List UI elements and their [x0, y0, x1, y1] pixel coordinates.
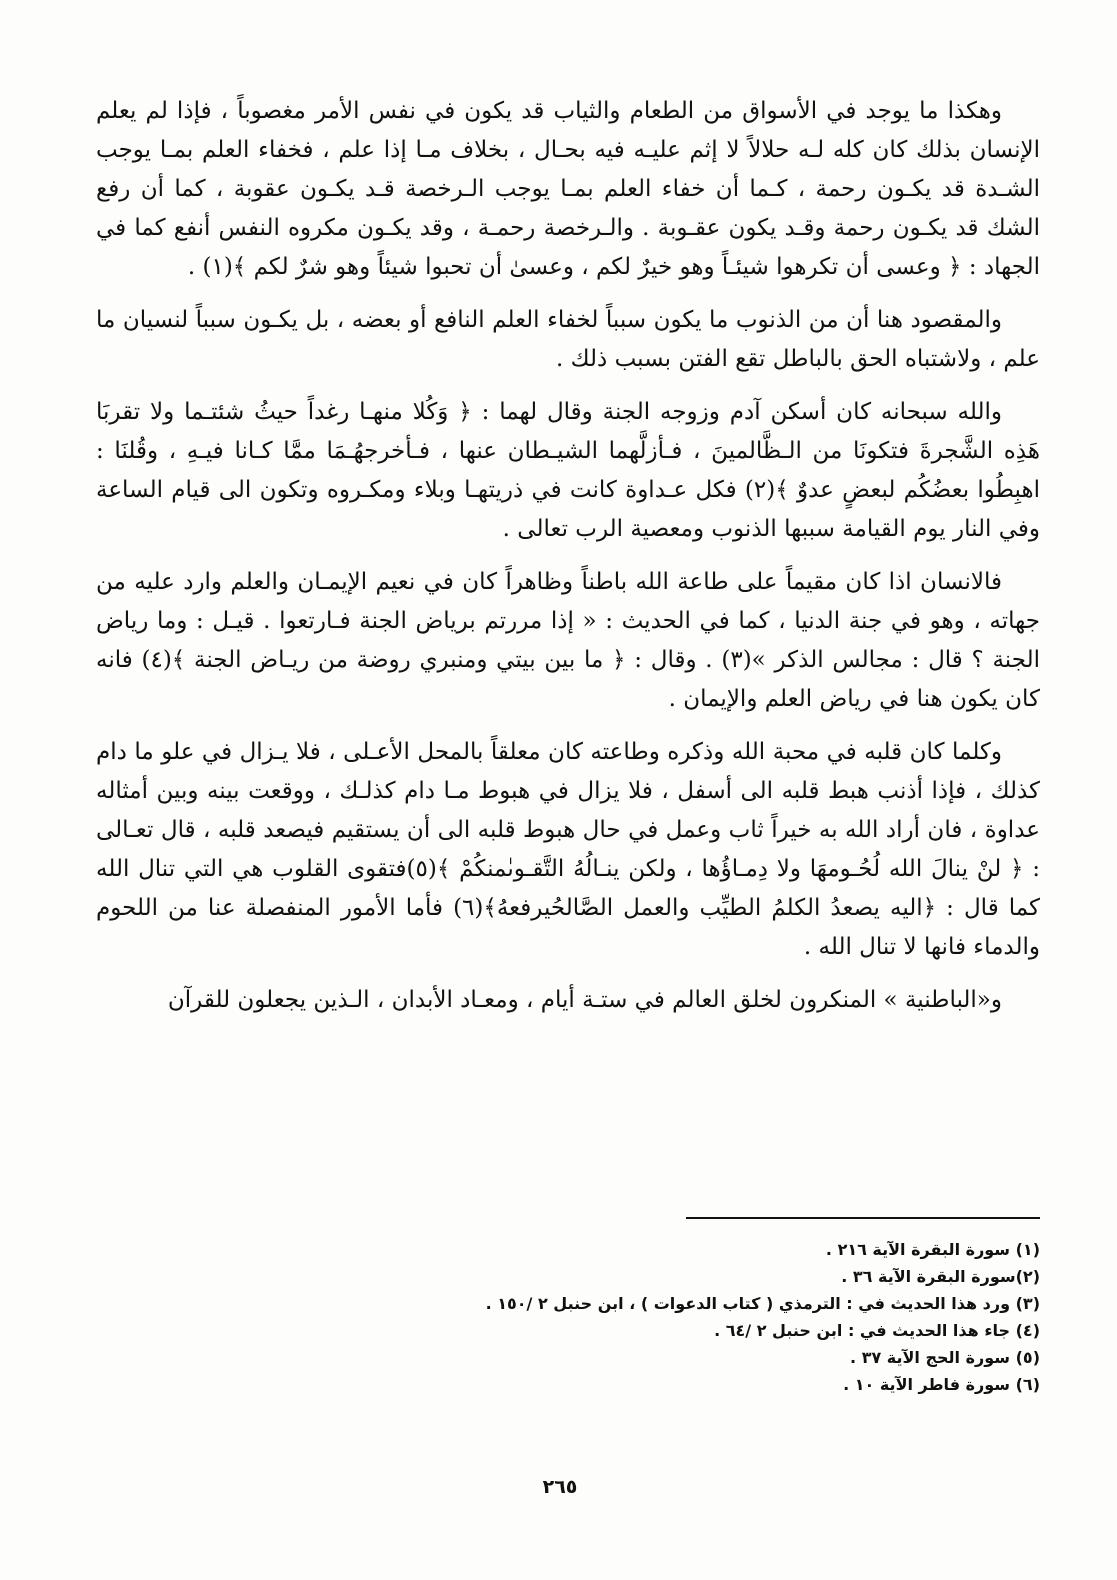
paragraph-2: والمقصود هنا أن من الذنوب ما يكون سبباً لخفاء العلم النافع أو بعضه ، بل يكـون سبباً لنسيان ما علم ، ولاشتباه الحق بالباطل تقع الفتن بسبب ذلك . — [96, 307, 1040, 372]
footnote-1: (١) سورة البقرة الآية ٢١٦ . — [825, 1240, 1040, 1259]
paragraph-3: والله سبحانه كان أسكن آدم وزوجه الجنة وقال لهما : ﴿ وَكُلا منهـا رغداً حيثُ شئتـما ولا تقربَا هَذِه الشَّجرةَ فتكونَا من الـظَّالمينَ ، فـأزلَّهما الشيـطان عنها ، فـأخرجهُـمَا ممَّا كـانا فيـهِ ، وقُلنَا : اهبِطُوا بعضُكُم لبعضٍ عدوٌ ﴾(٢) فكل عـداوة كانت في ذريتهـا وبلاء ومكـروه وتكون الى قيام الساعة وفي النار يوم القيامة سببها الذنوب ومعصية الرب تعالى . — [96, 399, 1040, 542]
footnote-5: (٥) سورة الحج الآية ٣٧ . — [850, 1348, 1040, 1367]
footnote-divider — [686, 1217, 1040, 1219]
footnote-2: (٢)سورة البقرة الآية ٣٦ . — [841, 1267, 1040, 1286]
footnote-4: (٤) جاء هذا الحديث في : ابن حنبل ٢ /٦٤ . — [714, 1321, 1040, 1340]
paragraph-1: وهكذا ما يوجد في الأسواق من الطعام والثياب قد يكون في نفس الأمر مغصوباً ، فإذا لم يعلم الإنسان بذلك كان كله لـه حلالاً لا إثم عليـه فيه بحـال ، بخلاف مـا إذا علم ، فخفاء العلم بمـا يوجب الشـدة قد يكـون رحمة ، كـما أن خفاء العلم بمـا يوجب الـرخصة قـد يكـون عقوبة ، كما أن رفع الشك قد يكـون رحمة وقـد يكون عقـوبة . والـرخصة رحمـة ، وقد يكـون مكروه النفس أنفع كما في الجهاد : ﴿ وعسى أن تكرهوا شيئـاً وهو خيرٌ لكم ، وعسىٰ أن تحبوا شيئاً وهو شرٌ لكم ﴾(١) . — [96, 98, 1040, 280]
paragraph-5: وكلما كان قلبه في محبة الله وذكره وطاعته كان معلقاً بالمحل الأعـلى ، فلا يـزال في علو ما دام كذلك ، فإذا أذنب هبط قلبه الى أسفل ، فلا يزال في هبوط مـا دام كذلـك ، ووقعت بينه وبين أمثاله عداوة ، فان أراد الله به خيراً ثاب وعمل في حال هبوط قلبه الى أن يستقيم فيصعد قلبه ، قال تعـالى : ﴿ لنْ ينالَ الله لُحُـومهَا ولا دِمـاؤُها ، ولكن ينـالُهُ التَّقـوىٰمنكُمْ ﴾(٥)فتقوى القلوب هي التي تنال الله كما قال : ﴿اليه يصعدُ الكلمُ الطيِّب والعمل الصَّالحُيرفعهُ﴾(٦) فأما الأمور المنفصلة عنا من اللحوم والدماء فانها لا تنال الله . — [96, 739, 1040, 960]
footnote-6: (٦) سورة فاطر الآية ١٠ . — [843, 1375, 1040, 1394]
main-text — [96, 92, 1040, 1034]
page-number: ٢٦٥ — [542, 1476, 578, 1498]
footnote-3: (٣) ورد هذا الحديث في : الترمذي ( كتاب الدعوات ) ، ابن حنبل ٢ /١٥٠ . — [485, 1294, 1040, 1313]
footnotes — [360, 1236, 1040, 1398]
paragraph-6: و«الباطنية » المنكرون لخلق العالم في ستـة أيام ، ومعـاد الأبدان ، الـذين يجعلون للقرآن — [167, 987, 1002, 1013]
paragraph-4: فالانسان اذا كان مقيماً على طاعة الله باطناً وظاهراً كان في نعيم الإيمـان والعلم وارد عليه من جهاته ، وهو في جنة الدنيا ، كما في الحديث : « إذا مررتم برياض الجنة فـارتعوا . قيـل : وما رياض الجنة ؟ قال : مجالس الذكر »(٣) . وقال : ﴿ ما بين بيتي ومنبري روضة من ريـاض الجنة ﴾(٤) فانه كان يكون هنا في رياض العلم والإيمان . — [96, 569, 1040, 712]
